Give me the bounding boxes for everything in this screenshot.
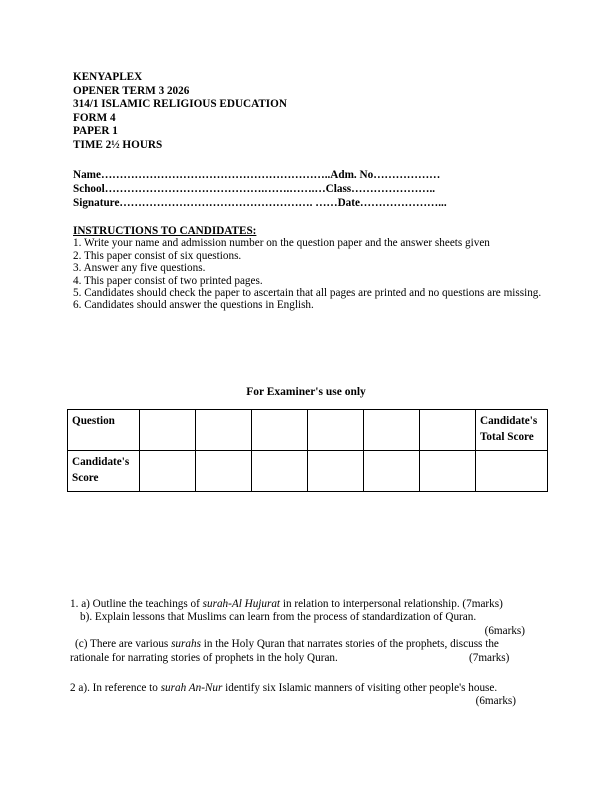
instructions-title: INSTRUCTIONS TO CANDIDATES:	[73, 225, 257, 237]
question-cell[interactable]	[420, 410, 476, 451]
instruction-item: 2. This paper consist of six questions.	[73, 249, 242, 262]
question-label: Question	[68, 410, 140, 451]
header-line-term: OPENER TERM 3 2026	[73, 84, 190, 97]
score-cell[interactable]	[420, 451, 476, 492]
question-1	[70, 598, 545, 665]
q1c-text-line2: rationale for narrating stories of prophets in the holy Quran.	[70, 651, 338, 664]
school-class-field[interactable]: School…………………………………….…….…….…Class…………………..	[73, 182, 436, 195]
question-cell[interactable]	[252, 410, 308, 451]
score-cell[interactable]	[196, 451, 252, 492]
table-row	[68, 410, 548, 451]
instruction-item: 5. Candidates should check the paper to ascertain that all pages are printed and no questions are missing.	[73, 287, 542, 300]
question-2a-marks: (6marks)	[475, 695, 516, 708]
candidate-score-label: Candidate's Score	[68, 451, 140, 492]
instruction-item: 4. This paper consist of two printed pages.	[73, 274, 263, 287]
question-1a	[70, 598, 545, 611]
q1a-text-end: in relation to interpersonal relationship. (7marks)	[280, 598, 503, 610]
q1a-text-start: 1. a) Outline the teachings of	[70, 598, 203, 610]
q2a-surah: surah An-Nur	[160, 682, 223, 694]
question-1b: b). Explain lessons that Muslims can learn from the process of standardization of Quran.	[80, 611, 477, 624]
header-line-subject: 314/1 ISLAMIC RELIGIOUS EDUCATION	[73, 98, 287, 110]
q1c-text-start: (c) There are various	[75, 638, 172, 651]
score-cell[interactable]	[308, 451, 364, 492]
question-2a	[70, 682, 545, 695]
header-line-form: FORM 4	[73, 111, 116, 124]
question-cell[interactable]	[364, 410, 420, 451]
q1a-surah: surah-Al Hujurat	[202, 598, 281, 610]
header-line-time: TIME 2½ HOURS	[73, 138, 163, 151]
question-1c-marks: (7marks)	[469, 651, 510, 664]
candidate-fields	[73, 169, 447, 210]
header-line-school: KENYAPLEX	[73, 71, 143, 83]
instructions	[73, 225, 543, 312]
score-cell[interactable]	[140, 451, 196, 492]
table-row	[68, 451, 548, 492]
instruction-item: 3. Answer any five questions.	[73, 262, 206, 275]
q1c-surahs: surahs	[171, 638, 201, 651]
question-1c-line2	[70, 652, 545, 665]
question-1b-marks: (6marks)	[484, 624, 525, 637]
total-score-cell[interactable]	[476, 451, 548, 492]
instruction-item: 6. Candidates should answer the questions in English.	[73, 299, 314, 312]
instruction-item: 1. Write your name and admission number on the question paper and the answer sheets given	[73, 237, 490, 250]
question-2	[70, 682, 545, 709]
question-cell[interactable]	[196, 410, 252, 451]
header-line-paper: PAPER 1	[73, 125, 118, 137]
q2a-text-end: identify six Islamic manners of visiting other people's house.	[222, 682, 498, 694]
question-cell[interactable]	[140, 410, 196, 451]
signature-date-field[interactable]: Signature……………………………………………. ……Date…………………...	[73, 196, 447, 209]
score-cell[interactable]	[252, 451, 308, 492]
name-adm-field[interactable]: Name……………………………………………………..Adm. No………………	[73, 169, 441, 181]
q2a-text-start: 2 a). In reference to	[70, 682, 161, 694]
examiner-score-table	[67, 409, 548, 492]
total-score-label: Candidate's Total Score	[476, 410, 548, 451]
exam-header	[73, 71, 287, 152]
score-cell[interactable]	[364, 451, 420, 492]
q1c-text-end: in the Holy Quran that narrates stories of the prophets, discuss the	[200, 638, 499, 651]
question-cell[interactable]	[308, 410, 364, 451]
question-1c	[70, 638, 545, 651]
examiner-title: For Examiner's use only	[246, 386, 366, 398]
